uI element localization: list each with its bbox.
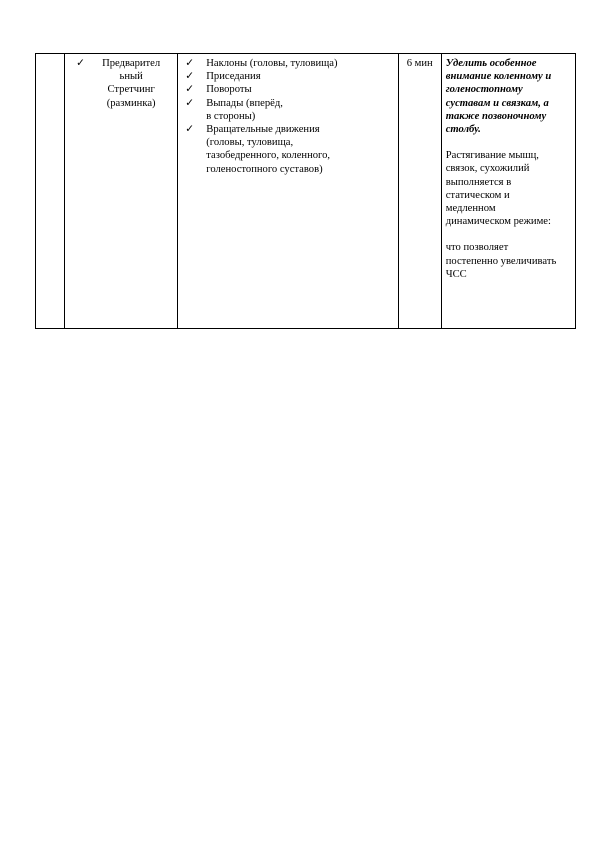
exercises-cell [178,54,398,329]
stretching-description: Растягивание мышц, связок, сухожилий выполняется в статическом и медленном динамическом режиме: [445,150,551,228]
checkmark-icon: ✓ [185,124,195,136]
empty-cell [36,54,65,329]
duration-cell [398,54,441,329]
list-item: ✓ Вращательные движения (головы, туловища, тазобедренного, коленного, голеностопного суставов) [182,123,393,176]
list-item: ✓ Повороты [182,83,393,96]
checkmark-icon: ✓ [185,84,195,96]
list-item: ✓ Выпады (вперёд, в стороны) [182,97,393,123]
exercise-list [182,57,393,176]
emphasis-note: Уделить особенное внимание коленному и голеностопному суставам и связкам, а также позвоночному столбу. [445,58,552,136]
notes-cell [441,54,575,329]
checkmark-icon: ✓ [185,97,195,109]
stage-cell [65,54,178,329]
duration-value: 6 мин [406,58,433,69]
checkmark-icon: ✓ [185,71,195,83]
heart-rate-note: что позволяет постепенно увеличивать ЧСС [445,242,557,280]
list-item: ✓ Приседания [182,70,393,83]
checkmark-icon: ✓ [76,58,86,69]
exercise-table [35,53,576,329]
stage-name: Предварител ьный Стретчинг (разминка) [102,58,161,109]
table-row [36,54,576,329]
list-item: ✓ Наклоны (головы, туловища) [182,57,393,70]
checkmark-icon: ✓ [185,58,195,69]
